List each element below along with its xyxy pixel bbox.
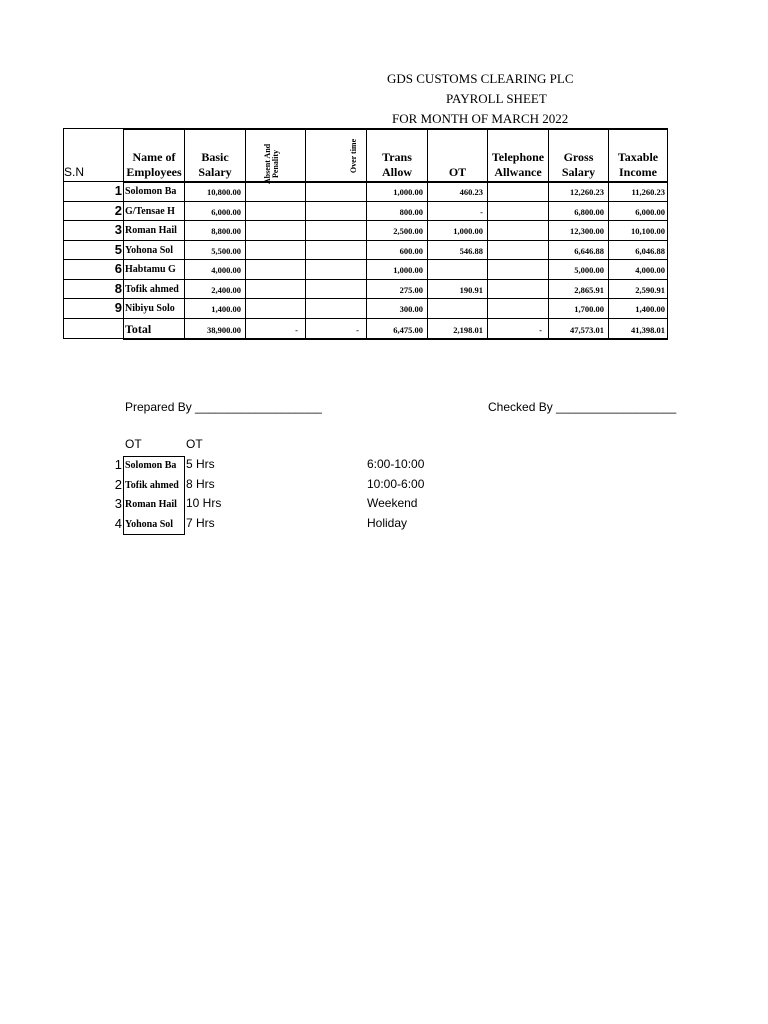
sheet-title: PAYROLL SHEET bbox=[446, 91, 547, 106]
checked-by: Checked By __________________ bbox=[488, 400, 677, 414]
sheet-period: FOR MONTH OF MARCH 2022 bbox=[392, 111, 569, 126]
col-header-name-line1: Name of bbox=[132, 150, 176, 164]
total-trans-allow: 6,475.00 bbox=[393, 325, 423, 335]
ot-row-sn: 4 bbox=[114, 516, 122, 531]
row-trans-allow: 2,500.00 bbox=[393, 226, 423, 236]
ot-row-name: Solomon Ba bbox=[125, 460, 177, 471]
row-ot: 460.23 bbox=[459, 187, 483, 197]
ot-row-name: Yohona Sol bbox=[125, 519, 174, 530]
ot-box-bottom bbox=[123, 534, 185, 535]
col-header-gross-salary bbox=[549, 150, 608, 180]
table-top-border bbox=[123, 128, 668, 130]
total-overtime: - bbox=[356, 325, 359, 335]
row-basic-salary: 1,400.00 bbox=[211, 304, 241, 314]
ot-row-time: 6:00-10:00 bbox=[367, 457, 425, 471]
total-telephone: - bbox=[539, 325, 542, 335]
row-basic-salary: 6,000.00 bbox=[211, 207, 241, 217]
row-ot: - bbox=[480, 207, 483, 217]
table-top-border-sn bbox=[63, 128, 123, 129]
col-header-absent-penalty: Absent And Penality bbox=[263, 143, 280, 185]
ot-col1-header: OT bbox=[125, 437, 142, 451]
col-header-basic-line1: Basic bbox=[201, 150, 229, 164]
row-taxable-income: 1,400.00 bbox=[635, 304, 665, 314]
row-gross-salary: 2,865.91 bbox=[574, 285, 604, 295]
row-gross-salary: 1,700.00 bbox=[574, 304, 604, 314]
row-gross-salary: 6,646.88 bbox=[574, 246, 604, 256]
row-ot: 1,000.00 bbox=[453, 226, 483, 236]
row-sn: 8 bbox=[114, 281, 122, 296]
header-bottom-border bbox=[123, 181, 668, 183]
col-header-ot: OT bbox=[448, 165, 467, 179]
col-header-gross-line2: Salary bbox=[561, 165, 596, 179]
row-basic-salary: 4,000.00 bbox=[211, 265, 241, 275]
ot-col2-header: OT bbox=[186, 437, 203, 451]
table-bottom-border bbox=[123, 338, 668, 340]
total-basic-salary: 38,900.00 bbox=[207, 325, 241, 335]
total-gross-salary: 47,573.01 bbox=[570, 325, 604, 335]
prepared-by: Prepared By ___________________ bbox=[125, 400, 322, 414]
col-header-overtime: Over time bbox=[349, 138, 358, 174]
ot-row-sn: 1 bbox=[114, 457, 122, 472]
row-trans-allow: 1,000.00 bbox=[393, 265, 423, 275]
row-sn: 1 bbox=[114, 183, 122, 198]
header-bottom-border-sn bbox=[63, 181, 123, 182]
ot-row-sn: 3 bbox=[114, 496, 122, 511]
total-absent-penalty: - bbox=[295, 325, 298, 335]
row-employee-name: Solomon Ba bbox=[125, 186, 177, 197]
col-header-taxable-line1: Taxable bbox=[617, 150, 659, 164]
row-employee-name: G/Tensae H bbox=[125, 206, 175, 217]
ot-row-time: Weekend bbox=[367, 496, 418, 510]
row-ot: 546.88 bbox=[459, 246, 483, 256]
col-header-tel-line1: Telephone bbox=[491, 150, 545, 164]
col-header-trans-line1: Trans bbox=[382, 150, 412, 164]
row-employee-name: Habtamu G bbox=[125, 264, 176, 275]
col-header-tel-line2: Allwance bbox=[494, 165, 542, 179]
row-basic-salary: 8,800.00 bbox=[211, 226, 241, 236]
row-sn: 9 bbox=[114, 300, 122, 315]
row-gross-salary: 6,800.00 bbox=[574, 207, 604, 217]
col-header-taxable-line2: Income bbox=[619, 165, 657, 179]
ot-row-name: Tofik ahmed bbox=[125, 480, 179, 491]
total-taxable-income: 41,398.01 bbox=[631, 325, 665, 335]
ot-row-hours: 5 Hrs bbox=[186, 457, 215, 471]
row-basic-salary: 5,500.00 bbox=[211, 246, 241, 256]
ot-row-hours: 10 Hrs bbox=[186, 496, 222, 510]
row-trans-allow: 275.00 bbox=[399, 285, 423, 295]
row-employee-name: Tofik ahmed bbox=[125, 284, 179, 295]
col-header-taxable-income bbox=[609, 150, 667, 180]
row-taxable-income: 11,260.23 bbox=[631, 187, 665, 197]
row-employee-name: Roman Hail bbox=[125, 225, 177, 236]
row-sn: 5 bbox=[114, 242, 122, 257]
row-basic-salary: 10,800.00 bbox=[207, 187, 241, 197]
row-employee-name: Yohona Sol bbox=[125, 245, 174, 256]
ot-box-right bbox=[184, 456, 185, 535]
row-gross-salary: 5,000.00 bbox=[574, 265, 604, 275]
col-header-name-line2: Employees bbox=[126, 165, 182, 179]
total-label: Total bbox=[125, 322, 152, 336]
col-header-name bbox=[124, 150, 184, 180]
col-header-sn: S.N bbox=[64, 165, 85, 179]
row-sn: 6 bbox=[114, 261, 122, 276]
ot-row-sn: 2 bbox=[114, 477, 122, 492]
row-taxable-income: 6,046.88 bbox=[635, 246, 665, 256]
row-trans-allow: 1,000.00 bbox=[393, 187, 423, 197]
row-sn: 2 bbox=[114, 203, 122, 218]
row-sn: 3 bbox=[114, 222, 122, 237]
col-header-telephone bbox=[488, 150, 548, 180]
company-name: GDS CUSTOMS CLEARING PLC bbox=[387, 71, 574, 86]
row-taxable-income: 4,000.00 bbox=[635, 265, 665, 275]
row-trans-allow: 600.00 bbox=[399, 246, 423, 256]
col-line bbox=[667, 128, 668, 339]
row-taxable-income: 10,100.00 bbox=[631, 226, 665, 236]
ot-row-hours: 7 Hrs bbox=[186, 516, 215, 530]
row-taxable-income: 2,590.91 bbox=[635, 285, 665, 295]
col-header-trans-allow bbox=[367, 150, 427, 180]
col-header-basic-salary bbox=[185, 150, 245, 180]
ot-row-name: Roman Hail bbox=[125, 499, 177, 510]
col-header-basic-line2: Salary bbox=[198, 165, 232, 179]
col-line bbox=[245, 128, 246, 339]
total-ot: 2,198.01 bbox=[453, 325, 483, 335]
col-line bbox=[305, 128, 306, 339]
row-ot: 190.91 bbox=[459, 285, 483, 295]
row-basic-salary: 2,400.00 bbox=[211, 285, 241, 295]
row-trans-allow: 800.00 bbox=[399, 207, 423, 217]
row-trans-allow: 300.00 bbox=[399, 304, 423, 314]
ot-row-time: Holiday bbox=[367, 516, 408, 530]
ot-box-left bbox=[123, 456, 124, 535]
col-header-trans-line2: Allow bbox=[382, 165, 412, 179]
row-gross-salary: 12,260.23 bbox=[570, 187, 604, 197]
col-header-gross-line1: Gross bbox=[563, 150, 594, 164]
ot-row-hours: 8 Hrs bbox=[186, 477, 215, 491]
table-bottom-border-sn bbox=[63, 338, 123, 339]
row-employee-name: Nibiyu Solo bbox=[125, 303, 175, 314]
ot-box-top bbox=[123, 456, 185, 457]
row-gross-salary: 12,300.00 bbox=[570, 226, 604, 236]
ot-row-time: 10:00-6:00 bbox=[367, 477, 425, 491]
payroll-table bbox=[0, 0, 768, 360]
row-taxable-income: 6,000.00 bbox=[635, 207, 665, 217]
